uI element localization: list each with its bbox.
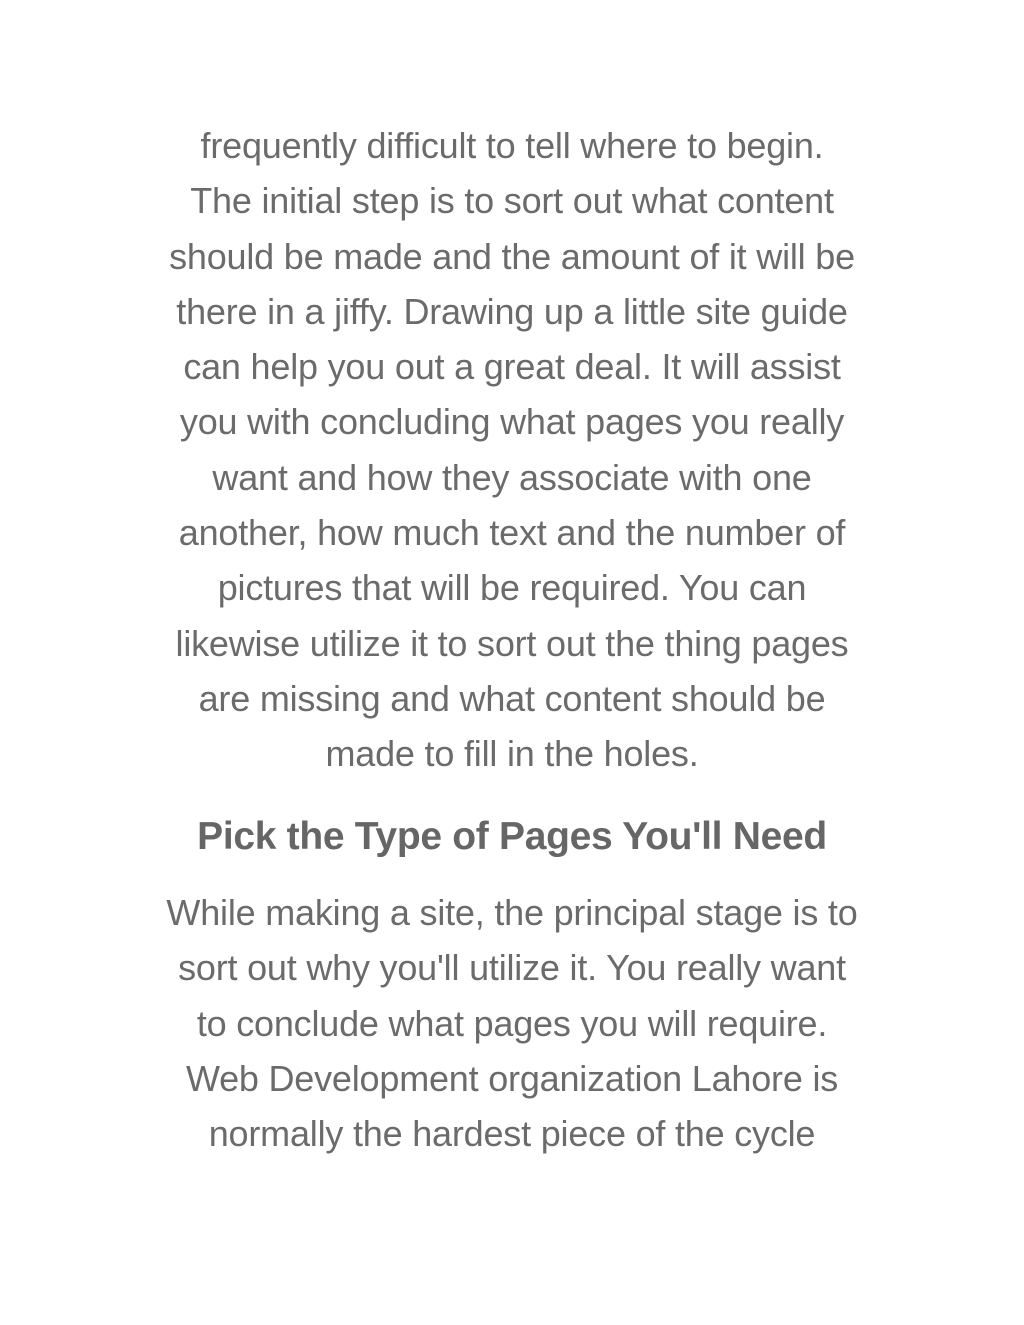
paragraph-line: pictures that will be required. You can: [217, 567, 807, 609]
paragraph-line: want and how they associate with one: [212, 456, 812, 498]
paragraph-line: there in a jiffy. Drawing up a little site guide: [176, 290, 848, 332]
paragraph-line: should be made and the amount of it will be: [169, 235, 855, 277]
body-paragraph-1: [112, 118, 912, 782]
paragraph-line: are missing and what content should be: [198, 677, 826, 719]
paragraph-line: made to fill in the holes.: [325, 733, 699, 775]
paragraph-line: normally the hardest piece of the cycle: [208, 1113, 816, 1155]
body-paragraph-2: [112, 885, 912, 1161]
section-heading: Pick the Type of Pages You'll Need: [197, 815, 827, 858]
paragraph-line: Web Development organization Lahore is: [185, 1057, 839, 1099]
paragraph-line: frequently difficult to tell where to begin.: [200, 125, 824, 166]
paragraph-line: sort out why you'll utilize it. You really want: [178, 947, 846, 989]
paragraph-line: The initial step is to sort out what content: [190, 180, 834, 222]
paragraph-line: While making a site, the principal stage is to: [166, 892, 858, 933]
paragraph-line: likewise utilize it to sort out the thing pages: [175, 622, 849, 664]
paragraph-line: to conclude what pages you will require.: [196, 1002, 828, 1044]
paragraph-line: you with concluding what pages you really: [179, 401, 845, 443]
paragraph-line: can help you out a great deal. It will assist: [183, 346, 841, 388]
paragraph-line: another, how much text and the number of: [178, 512, 846, 554]
